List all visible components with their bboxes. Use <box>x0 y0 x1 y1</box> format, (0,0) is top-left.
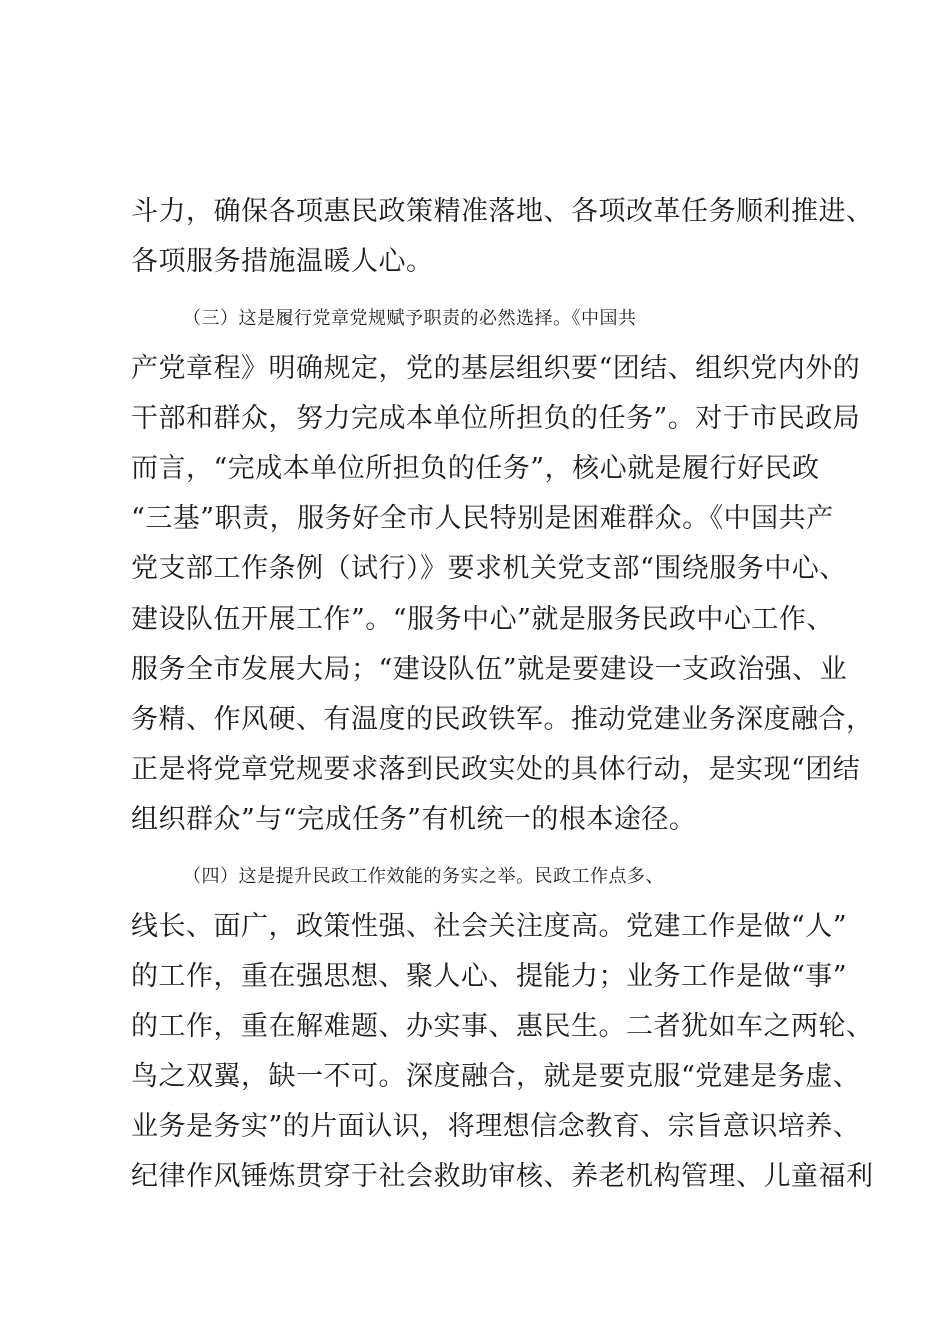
text-line: 纪律作风锤炼贯穿于社会救助审核、养老机构管理、儿童福利 <box>131 1161 874 1192</box>
text-line: 鸟之双翼，缺一不可。深度融合，就是要克服“党建是务虚、 <box>131 1061 861 1092</box>
text-line: 而言，“完成本单位所担负的任务”，核心就是履行好民政 <box>131 453 820 484</box>
text-line: 服务全市发展大局；“建设队伍”就是要建设一支政治强、业 <box>131 654 848 685</box>
text-line: 斗力，确保各项惠民政策精准落地、各项改革任务顺利推进、 <box>131 196 874 227</box>
paragraph-4-first-line: （四）这是提升民政工作效能的务实之举。民政工作点多、 <box>183 866 664 887</box>
text-line: 党支部工作条例（试行）》要求机关党支部“围绕服务中心、 <box>131 553 847 584</box>
text-line: 务精、作风硬、有温度的民政铁军。推动党建业务深度融合， <box>131 704 874 735</box>
text-line: “三基”职责，服务好全市人民特别是困难群众。《中国共产 <box>131 503 834 534</box>
text-line: 建设队伍开展工作”。“服务中心”就是服务民政中心工作、 <box>131 604 834 635</box>
text-line: 产党章程》明确规定，党的基层组织要“团结、组织党内外的 <box>131 353 861 384</box>
paragraph-3-first-line: （三）这是履行党章党规赋予职责的必然选择。《中国共 <box>183 308 637 329</box>
text-line: 正是将党章党规要求落到民政实处的具体行动，是实现“团结 <box>131 754 861 785</box>
text-line: 组织群众”与“完成任务”有机统一的根本途径。 <box>131 804 697 835</box>
text-line: 线长、面广，政策性强、社会关注度高。党建工作是做“人” <box>131 911 848 942</box>
text-line: 的工作，重在解难题、办实事、惠民生。二者犹如车之两轮、 <box>131 1011 874 1042</box>
text-line: 干部和群众，努力完成本单位所担负的任务”。对于市民政局 <box>131 403 861 434</box>
text-line: 的工作，重在强思想、聚人心、提能力；业务工作是做“事” <box>131 961 848 992</box>
text-line: 各项服务措施温暖人心。 <box>131 246 434 277</box>
text-line: 业务是务实”的片面认识，将理想信念教育、宗旨意识培养、 <box>131 1111 861 1142</box>
